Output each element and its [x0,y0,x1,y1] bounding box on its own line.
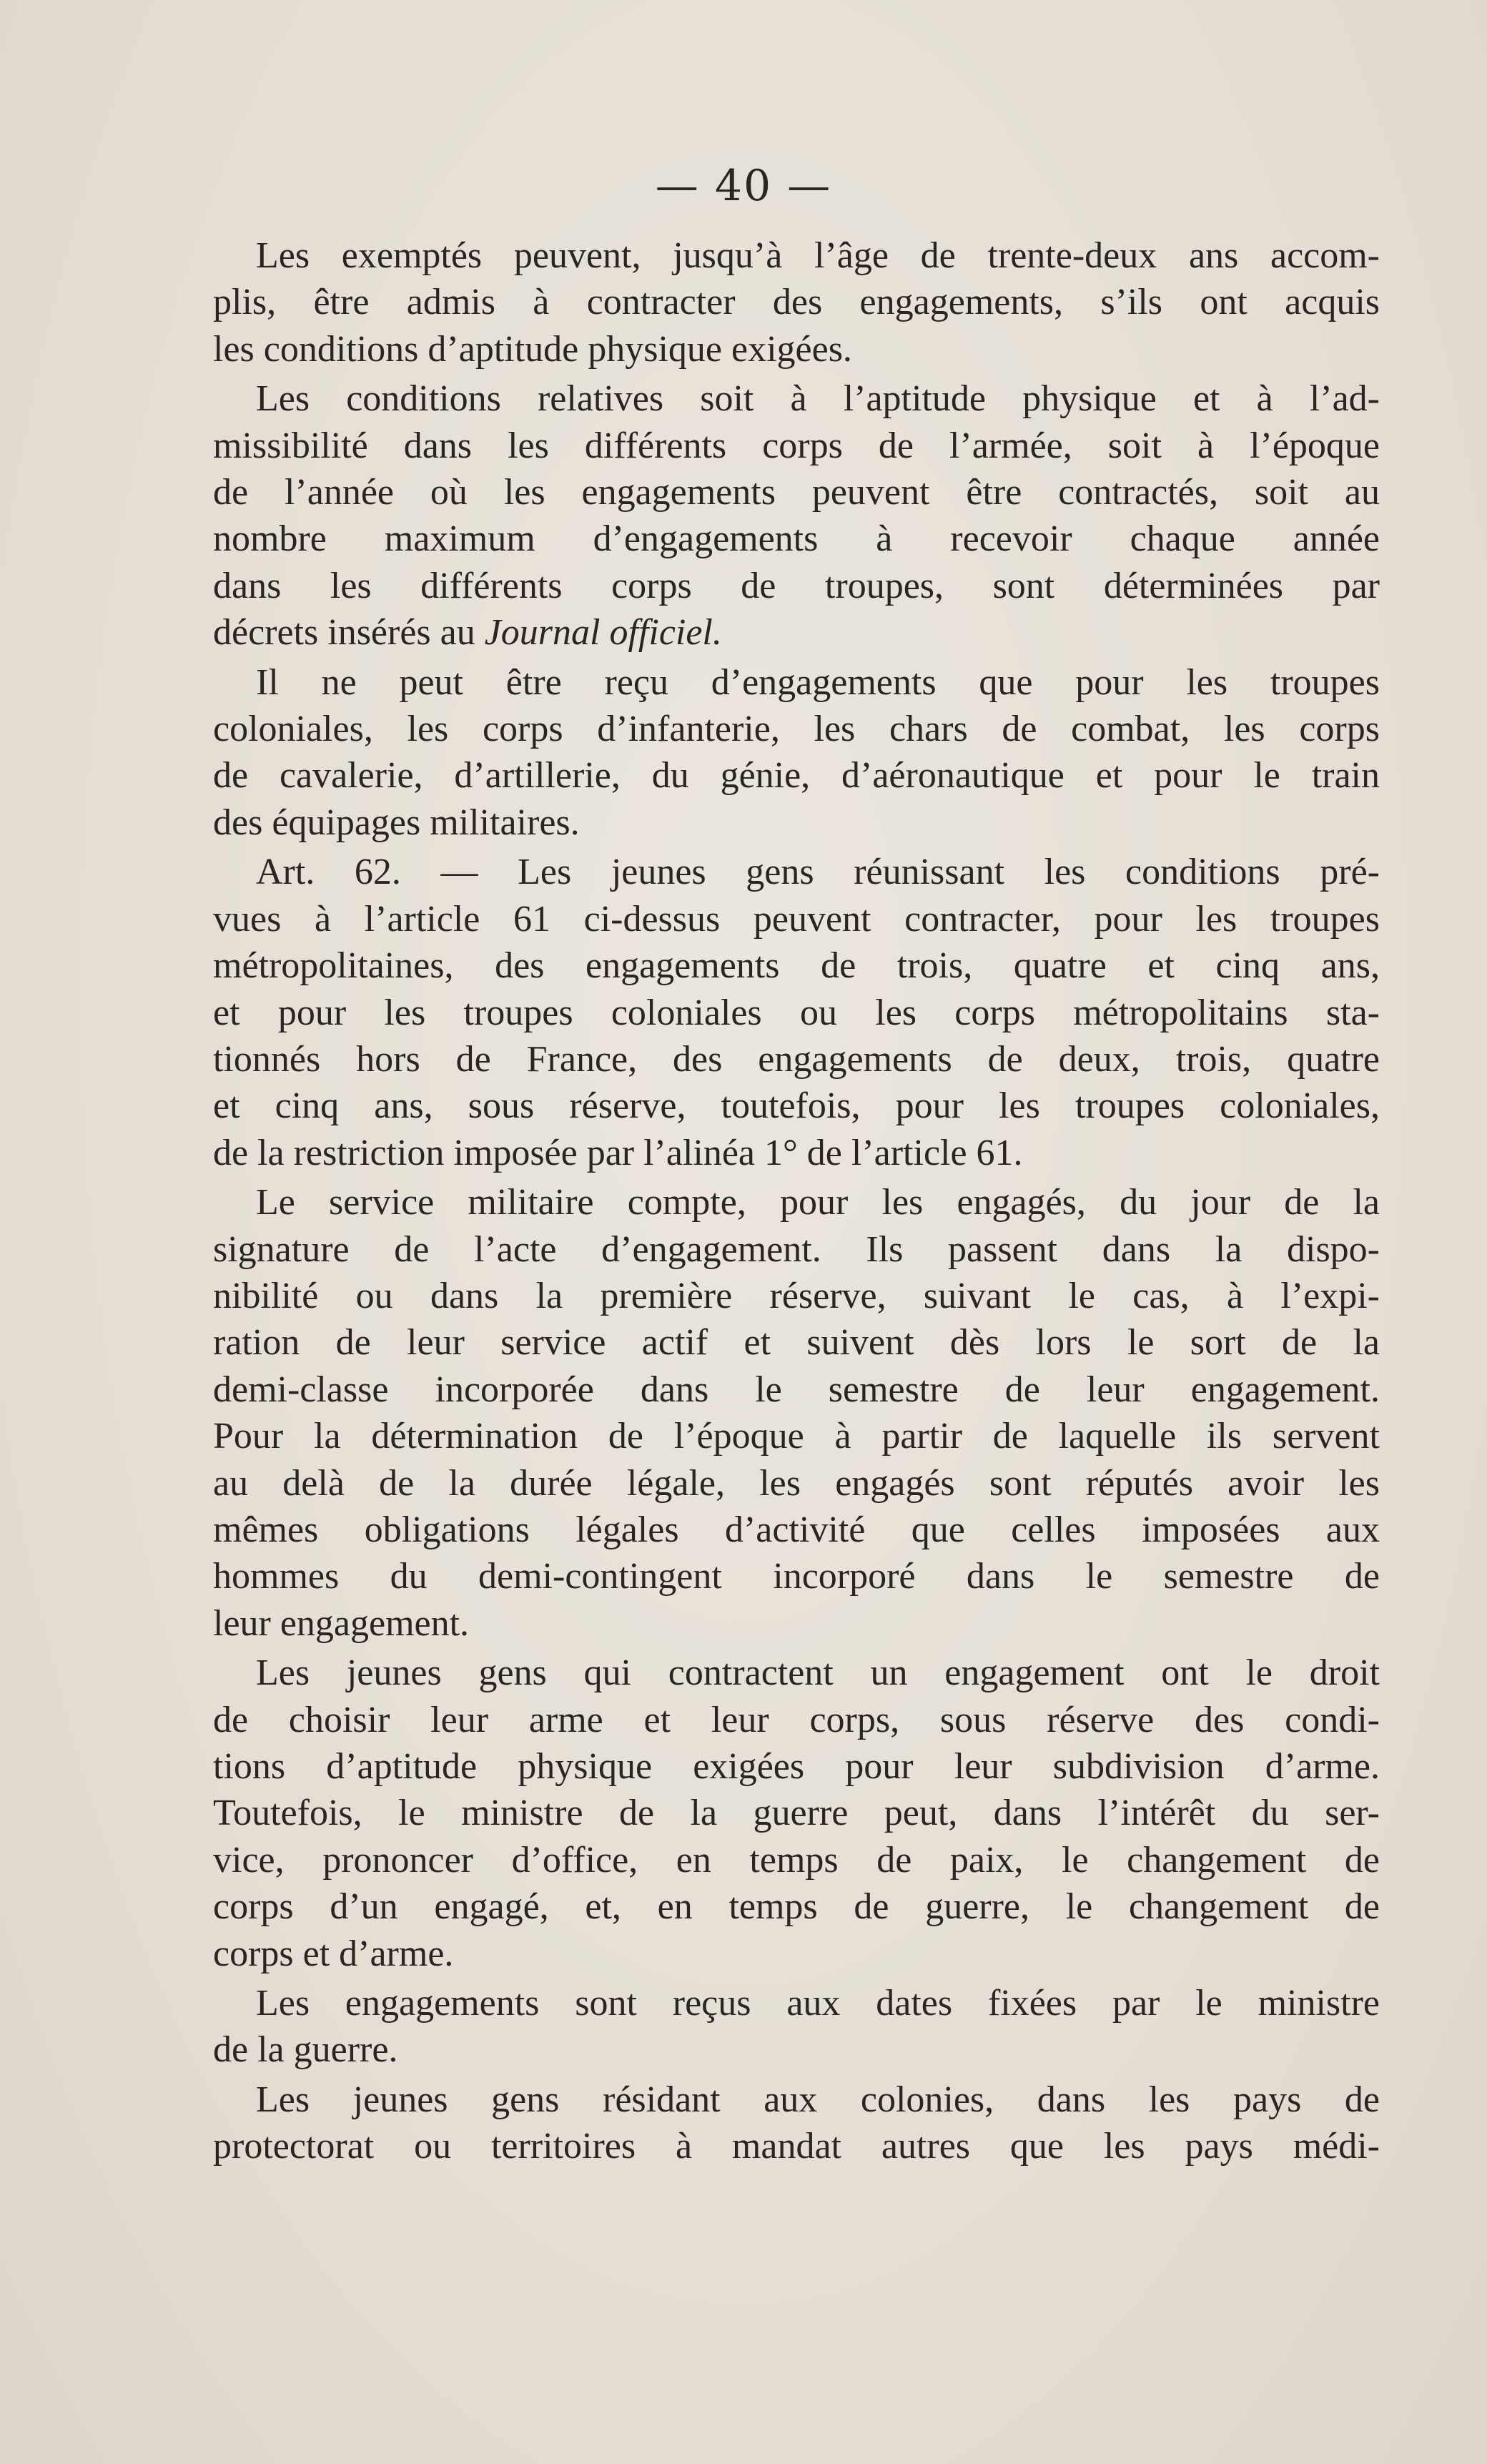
text-line: de choisir leur arme et leur corps, sous réserve des condi- [213,1699,1380,1740]
text-line: coloniales, les corps d’infanterie, les chars de combat, les corps [213,709,1380,750]
text-line [213,609,1380,656]
text-line: dans les différents corps de troupes, sont déterminées par [213,565,1380,606]
paragraph-service-militaire [213,1179,1380,1647]
text-line: et pour les troupes coloniales ou les corps métropolitains sta- [213,992,1380,1033]
text-line: protectorat ou territoires à mandat autres que les pays médi- [213,2126,1380,2167]
text-line: Les exemptés peuvent, jusqu’à l’âge de trente-deux ans accom- [256,235,1380,276]
text-line: signature de l’acte d’engagement. Ils passent dans la dispo- [213,1228,1380,1270]
paragraph-recu-engagements [213,659,1380,847]
text-line: tions d’aptitude physique exigées pour leur subdivision d’arme. [213,1746,1380,1787]
text-line: de la restriction imposée par l’alinéa 1° de l’article 61. [213,1132,1023,1173]
paragraph-colonies [213,2076,1380,2170]
text-line: vice, prononcer d’office, en temps de paix, le changement de [213,1839,1380,1881]
text-line: plis, être admis à contracter des engagements, s’ils ont acquis [213,282,1380,323]
text-line: Pour la détermination de l’époque à partir de laquelle ils servent [213,1416,1380,1457]
text-line: demi-classe incorporée dans le semestre de leur engagement. [213,1369,1380,1410]
text-line: ration de leur service actif et suivent dès lors le sort de la [213,1322,1380,1364]
body-text [213,232,1380,2173]
text-line: de l’année où les engagements peuvent être contractés, soit au [213,472,1380,513]
text-line: vues à l’article 61 ci-dessus peuvent contracter, pour les troupes [213,898,1380,940]
text-line: Art. 62. — Les jeunes gens réunissant les conditions pré- [256,852,1380,893]
text-line: des équipages militaires. [213,802,580,843]
text-line: les conditions d’aptitude physique exigées. [213,328,852,370]
journal-officiel-italic: Journal officiel. [484,612,722,654]
text-line: Les conditions relatives soit à l’aptitude physique et à l’ad- [256,378,1380,420]
text-line: de cavalerie, d’artillerie, du génie, d’aéronautique et pour le train [213,755,1380,797]
text-line: Il ne peut être reçu d’engagements que pour les troupes [256,661,1380,703]
text-line: Toutefois, le ministre de la guerre peut, dans l’intérêt du ser- [213,1793,1380,1834]
paragraph-choix-arme [213,1650,1380,1977]
text-line: nibilité ou dans la première réserve, suivant le cas, à l’expi- [213,1275,1380,1316]
text-line: corps et d’arme. [213,1933,454,1974]
text-line: corps d’un engagé, et, en temps de guerre, le changement de [213,1886,1380,1928]
text-line: Les jeunes gens qui contractent un engagement ont le droit [256,1652,1380,1694]
paragraph-conditions [213,375,1380,656]
text-line: au delà de la durée légale, les engagés sont réputés avoir les [213,1462,1380,1504]
text-line: nombre maximum d’engagements à recevoir chaque année [213,518,1380,560]
text-line: Le service militaire compte, pour les engagés, du jour de la [256,1182,1380,1223]
text-line: et cinq ans, sous réserve, toutefois, pour les troupes coloniales, [213,1085,1380,1127]
text-line: mêmes obligations légales d’activité que celles imposées aux [213,1509,1380,1550]
text-line: leur engagement. [213,1602,470,1644]
text-line: missibilité dans les différents corps de l’armée, soit à l’époque [213,425,1380,466]
text-line: métropolitaines, des engagements de trois, quatre et cinq ans, [213,945,1380,987]
paragraph-exemptes [213,232,1380,373]
text-line: Les jeunes gens résidant aux colonies, dans les pays de [256,2079,1380,2120]
text-line: Les engagements sont reçus aux dates fixées par le ministre [256,1983,1380,2024]
page-number: — 40 — [655,161,832,211]
text-fragment: décrets insérés au [213,612,485,654]
paragraph-article-62 [213,849,1380,1176]
paragraph-dates-fixees [213,1980,1380,2074]
text-line: tionnés hors de France, des engagements de deux, trois, quatre [213,1038,1380,1080]
text-line: de la guerre. [213,2029,398,2071]
text-line: hommes du demi-contingent incorporé dans le semestre de [213,1556,1380,1597]
